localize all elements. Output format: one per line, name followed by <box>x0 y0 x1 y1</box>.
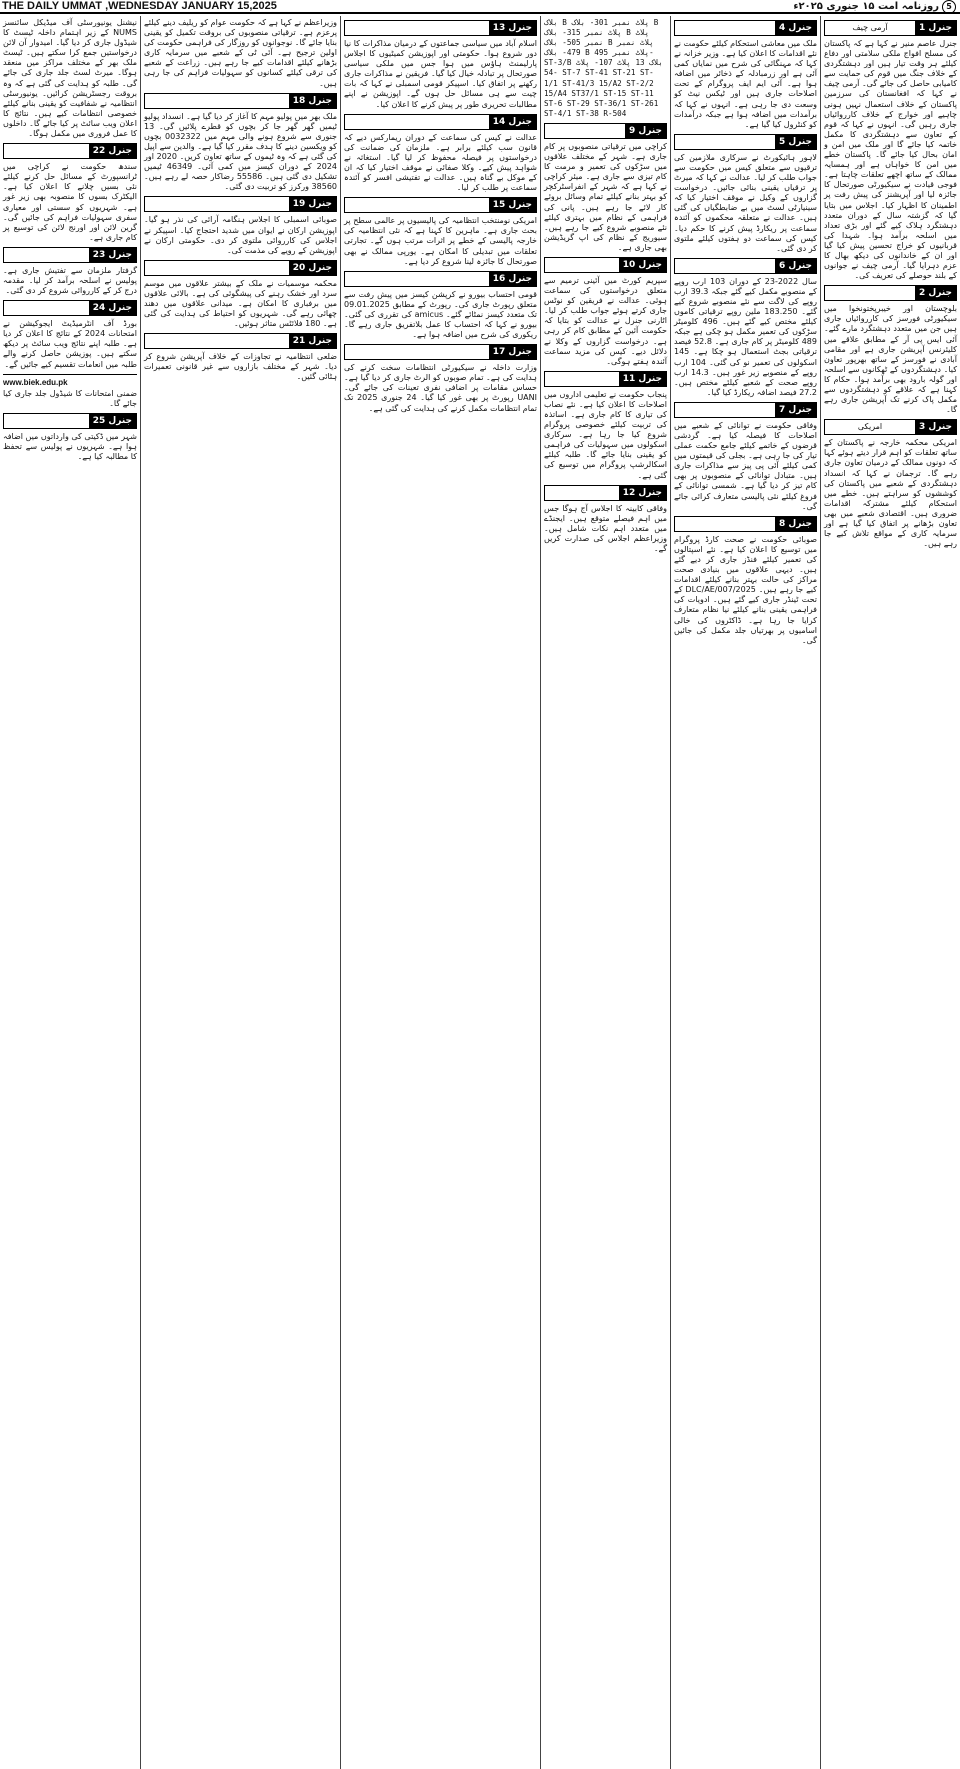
section-number-label: جنرل 25 <box>89 414 136 428</box>
news-section <box>674 402 817 512</box>
section-header <box>544 257 667 273</box>
section-subtitle <box>145 261 289 275</box>
section-subtitle <box>675 517 775 531</box>
article-body: قومی احتساب بیورو نے کرپشن کیسز میں پیش رفت سے متعلق رپورٹ جاری کی۔ رپورٹ کے مطابق 09.01.2025 تک متعدد کیسز نمٹائے گئے۔ amicus کی تقرری کی گئی۔ بیورو نے کہا کہ احتساب کا عمل بلاتفریق جاری رہے گا۔ ریکوری کی شرح میں اضافہ ہوا ہے۔ <box>344 289 538 340</box>
section-subtitle <box>545 124 625 138</box>
article-body: بلاک B پلاٹ نمبر 301- بلاک B پلاٹ نمبر 315- بلاک B پلاٹ نمبر 505- بلاک B پلاٹ نمبر 479- بلاک B پلاٹ نمبر 495- ST-3/B بلاک 13 پلاٹ 107- پلاٹ 54- ST-7 ST-41 ST-21 ST-1/1 ST-41/3 15/A2 ST-2/2 15/A4 ST37/1 ST-15 ST-11 ST-6 ST-29 ST-36/1 ST-261 ST-4/1 ST-38 R-504 <box>544 18 663 118</box>
section-header <box>544 371 667 387</box>
section-number-label: جنرل 18 <box>289 94 336 108</box>
section-number-label: جنرل 1 <box>915 21 956 35</box>
article-body: گرفتار ملزمان سے تفتیش جاری ہے۔ پولیس نے اسلحہ برآمد کر لیا۔ مقدمہ درج کر کے کارروائی شروع کر دی گئی۔ <box>3 265 137 296</box>
section-header <box>674 134 817 150</box>
section-number-label: جنرل 9 <box>625 124 666 138</box>
article-body: وزیراعظم نے کہا ہے کہ حکومت عوام کو ریلیف دینے کیلئے پرعزم ہے۔ ترقیاتی منصوبوں کی بروقت تکمیل کو یقینی بنایا جائے گا۔ نوجوانوں کو روزگار کی فراہمی حکومت کی اولین ترجیح ہے۔ آئی ٹی کے شعبے میں سرمایہ کاری بڑھانے کیلئے اقدامات کیے جا رہے ہیں۔ زراعت کے شعبے کی ترقی کیلئے کسانوں کو سہولیات فراہم کی جا رہی ہیں۔ <box>144 18 337 88</box>
section-number-label: جنرل 13 <box>489 21 536 35</box>
news-section <box>3 18 137 139</box>
section-subtitle <box>145 334 289 348</box>
section-number-label: جنرل 17 <box>489 345 536 359</box>
section-subtitle <box>675 135 775 149</box>
section-subtitle <box>4 248 89 262</box>
section-subtitle <box>145 197 289 211</box>
section-number-label: جنرل 20 <box>289 261 336 275</box>
section-header <box>824 285 957 301</box>
section-number-label: جنرل 7 <box>775 403 816 417</box>
column-2 <box>670 16 820 1769</box>
news-section <box>3 300 137 369</box>
article-body: امریکی محکمہ خارجہ نے پاکستان کے ساتھ تعلقات کو اہم قرار دیتے ہوئے کہا کہ دونوں ممالک کے درمیان تعاون جاری رہے گا۔ ترجمان نے کہا کہ انسداد دہشتگردی کے شعبے میں پاکستان کی کوششوں کو سراہتے ہیں۔ خطے میں استحکام کیلئے مشترکہ اقدامات ضروری ہیں۔ اقتصادی شعبے میں بھی تعاون بڑھانے پر اتفاق کیا گیا ہے اور سرمایہ کاری کے مواقع تلاش کیے جا رہے ہیں۔ <box>824 438 957 549</box>
news-section <box>344 20 537 110</box>
section-subtitle <box>345 21 489 35</box>
section-number-label: جنرل 16 <box>489 272 536 286</box>
article-body: سال 2022-23 کے دوران 103 ارب روپے کے منصوبے مکمل کیے گئے جبکہ 39.3 ارب روپے کی لاگت سے نئے منصوبے شروع کیے گئے۔ 183.250 ملین روپے ترقیاتی کاموں کیلئے مختص کیے گئے ہیں۔ 496 کلومیٹر سڑکوں کی تعمیر مکمل ہو چکی ہے جبکہ 489 کلومیٹر پر کام جاری ہے۔ 52.8 فیصد ترقیاتی بجٹ استعمال ہو چکا ہے۔ 145 اسکولوں کی تعمیر نو کی گئی۔ 104 ارب روپے کے منصوبے زیر غور ہیں۔ 14.3 ارب روپے صحت کے شعبے کیلئے مختص ہیں۔ 27.2 فیصد اضافہ ریکارڈ کیا گیا۔ <box>674 276 818 397</box>
masthead <box>0 0 960 14</box>
section-header <box>344 197 537 213</box>
article-body: محکمہ موسمیات نے ملک کے بیشتر علاقوں میں موسم سرد اور خشک رہنے کی پیشگوئی کی ہے۔ بالائی علاقوں میں برفباری کا امکان ہے۔ میدانی علاقوں میں دھند چھائی رہے گی۔ شہریوں کو احتیاط کی ہدایت کی گئی ہے۔ 180 فلائٹس متاثر ہوئیں۔ <box>144 278 337 329</box>
article-body: شہر میں ڈکیتی کی وارداتوں میں اضافہ ہوا ہے۔ شہریوں نے پولیس سے تحفظ کا مطالبہ کیا ہے۔ <box>3 431 137 461</box>
article-body: بورڈ آف انٹرمیڈیٹ ایجوکیشن نے امتحانات 2024 کے نتائج کا اعلان کر دیا ہے۔ طلبہ اپنے نتائج ویب سائٹ پر دیکھ سکتے ہیں۔ پوزیشن حاصل کرنے والے طلبہ میں انعامات تقسیم کیے جائیں گے۔ <box>3 319 138 369</box>
article-body: کراچی میں ترقیاتی منصوبوں پر کام جاری ہے۔ شہر کے مختلف علاقوں میں سڑکوں کی تعمیر و مرمت کا کام تیزی سے جاری ہے۔ میئر کراچی نے کہا ہے کہ شہر کے انفراسٹرکچر کو بہتر بنانے کیلئے تمام وسائل بروئے کار لائے جا رہے ہیں۔ پانی کی فراہمی کے نظام میں بہتری کیلئے نئے منصوبے شروع کیے جا رہے ہیں۔ سیوریج کے نظام کی اپ گریڈیشن بھی جاری ہے۔ <box>544 141 667 252</box>
section-subtitle <box>675 21 775 35</box>
section-header <box>3 247 137 263</box>
urdu-dateline <box>793 0 956 14</box>
news-section <box>544 18 667 119</box>
section-number-label: جنرل 21 <box>289 334 336 348</box>
section-header <box>144 260 337 276</box>
column-4 <box>340 16 540 1769</box>
section-number-label: جنرل 23 <box>89 248 136 262</box>
news-section <box>544 123 667 253</box>
section-header <box>3 413 137 429</box>
news-section <box>3 374 137 409</box>
section-header <box>824 419 957 435</box>
section-subtitle <box>675 259 775 273</box>
section-subtitle <box>145 94 289 108</box>
article-body: ضمنی امتحانات کا شیڈول جلد جاری کیا جائے گا۔ <box>3 388 137 408</box>
section-subtitle <box>345 272 489 286</box>
article-body: وفاقی حکومت نے توانائی کے شعبے میں اصلاحات کا فیصلہ کیا ہے۔ گردشی قرضوں کے خاتمے کیلئے جامع حکمت عملی تیار کی جا رہی ہے۔ بجلی کی قیمتوں میں کمی کیلئے آئی پی پیز سے مذاکرات جاری ہیں۔ متبادل توانائی کے منصوبوں پر بھی کام تیز کر دیا گیا ہے۔ شمسی توانائی کے فروغ کیلئے نئی پالیسی متعارف کرائی جائے گی۔ <box>674 420 817 511</box>
urdu-date: روزنامہ امت ۱۵ جنوری ۲۰۲۵ء <box>793 1 939 12</box>
article-body: امریکی نومنتخب انتظامیہ کی پالیسیوں پر عالمی سطح پر بحث جاری ہے۔ ماہرین کا کہنا ہے کہ نئی انتظامیہ کی خارجہ پالیسی کے خطے پر اثرات مرتب ہوں گے۔ تجارتی تعلقات میں تبدیلی کا امکان ہے۔ یورپی ممالک نے بھی صورتحال کا جائزہ لینا شروع کر دیا ہے۔ <box>344 216 537 266</box>
article-body: اسلام آباد میں سیاسی جماعتوں کے درمیان مذاکرات کا نیا دور شروع ہوا۔ حکومتی اور اپوزیشن کمیٹیوں کا اجلاس پارلیمنٹ ہاؤس میں ہوا جس میں ملکی سیاسی صورتحال پر تبادلہ خیال کیا گیا۔ فریقین نے مذاکرات جاری رکھنے پر اتفاق کیا۔ اسپیکر قومی اسمبلی نے کہا کہ بات چیت سے ہی مسائل حل ہوں گے۔ اپوزیشن نے اپنے مطالبات تحریری طور پر پیش کرنے کا اعلان کیا۔ <box>344 39 537 109</box>
news-section <box>544 371 667 481</box>
section-header <box>144 196 337 212</box>
columns-container <box>0 16 960 1769</box>
column-1 <box>820 16 960 1769</box>
news-section <box>674 134 817 254</box>
news-section <box>824 419 957 549</box>
news-section <box>344 197 537 266</box>
section-subtitle <box>545 258 619 272</box>
column-3 <box>540 16 670 1769</box>
section-number-label: جنرل 8 <box>775 517 816 531</box>
section-subtitle <box>545 372 619 386</box>
section-header <box>544 485 667 501</box>
news-section <box>824 20 957 281</box>
news-section <box>344 114 537 194</box>
article-body: سپریم کورٹ میں آئینی ترمیم سے متعلق درخواستوں کی سماعت ہوئی۔ عدالت نے فریقین کو نوٹس جاری کرتے ہوئے جواب طلب کر لیا۔ اٹارنی جنرل نے عدالت کو بتایا کہ حکومت آئین کے مطابق کام کر رہی ہے۔ درخواست گزاروں کے وکلا نے دلائل دیے۔ کیس کی مزید سماعت آئندہ ہفتے ہوگی۔ <box>544 275 667 366</box>
section-number-label: جنرل 22 <box>89 144 136 158</box>
section-number-label: جنرل 19 <box>289 197 336 211</box>
section-number-label: جنرل 14 <box>489 115 536 129</box>
section-subtitle <box>825 286 915 300</box>
section-subtitle <box>545 486 619 500</box>
news-section <box>144 196 337 255</box>
section-number-label: جنرل 2 <box>915 286 956 300</box>
section-header <box>674 20 817 36</box>
section-number-label: جنرل 5 <box>775 135 816 149</box>
news-section <box>824 285 957 415</box>
section-number-label: جنرل 4 <box>775 21 816 35</box>
article-body: عدالت نے کیس کی سماعت کے دوران ریمارکس دیے کہ قانون سب کیلئے برابر ہے۔ ملزمان کی ضمانت کی درخواستوں پر فیصلہ محفوظ کر لیا گیا۔ استغاثہ نے شواہد پیش کیے۔ وکلا صفائی نے موقف اختیار کیا کہ ان کے موکل بے گناہ ہیں۔ عدالت نے تفتیشی افسر کو آئندہ سماعت پر طلب کر لیا۔ <box>344 132 537 193</box>
section-number-label: جنرل 6 <box>775 259 816 273</box>
section-header <box>674 402 817 418</box>
column-6 <box>0 16 140 1769</box>
section-header <box>344 114 537 130</box>
page-number-badge: 5 <box>942 0 956 14</box>
article-body: وزارت داخلہ نے سیکیورٹی انتظامات سخت کرنے کی ہدایت کی ہے۔ تمام صوبوں کو الرٹ جاری کر دیا گیا ہے۔ حساس مقامات پر اضافی نفری تعینات کی جائے گی۔ UANI رپورٹ پر بھی غور کیا گیا۔ 24 جنوری 2025 تک تمام انتظامات مکمل کرنے کی ہدایت کی گئی ہے۔ <box>344 363 537 413</box>
english-title: THE DAILY UMMAT ,WEDNESDAY JANUARY 15,2025 <box>2 0 277 12</box>
article-body: سندھ حکومت نے کراچی میں ٹرانسپورٹ کے مسائل حل کرنے کیلئے نئی بسیں چلانے کا اعلان کیا ہے۔ الیکٹرک بسوں کا منصوبہ بھی زیر غور ہے۔ شہریوں کو سستی اور معیاری سفری سہولیات فراہم کی جائیں گی۔ گرین لائن اور اورنج لائن کی توسیع پر کام جاری ہے۔ <box>3 162 137 242</box>
section-header <box>674 516 817 532</box>
section-subtitle: آرمی چیف <box>852 23 888 32</box>
section-header <box>3 300 137 316</box>
article-body: ملک میں معاشی استحکام کیلئے حکومت نے نئے اقدامات کا اعلان کیا ہے۔ وزیر خزانہ نے کہا کہ مہنگائی کی شرح میں نمایاں کمی آئی ہے اور زرمبادلہ کے ذخائر میں اضافہ ہوا ہے۔ آئی ایم ایف پروگرام کے تحت اصلاحات جاری ہیں اور ٹیکس نیٹ کو وسعت دی جا رہی ہے۔ انہوں نے کہا کہ برآمدات میں اضافہ ہوا ہے جبکہ درآمدات کو کنٹرول کیا گیا ہے۔ <box>674 39 817 129</box>
news-section <box>3 247 137 296</box>
section-header <box>344 344 537 360</box>
news-section <box>3 413 137 462</box>
article-body: لاہور ہائیکورٹ نے سرکاری ملازمین کی ترقیوں سے متعلق کیس میں حکومت سے جواب طلب کر لیا۔ عدالت نے کہا کہ میرٹ پر ترقیاں یقینی بنائی جائیں۔ درخواست گزاروں کے وکیل نے موقف اختیار کیا کہ سینیارٹی لسٹ میں بے ضابطگیاں کی گئی ہیں۔ عدالت نے متعلقہ محکموں کو آئندہ سماعت پر ریکارڈ پیش کرنے کا حکم دیا۔ کیس کی سماعت دو ہفتوں کیلئے ملتوی کر دی گئی۔ <box>674 152 817 253</box>
section-subtitle <box>675 403 775 417</box>
article-body: صوبائی حکومت نے صحت کارڈ پروگرام میں توسیع کا اعلان کیا ہے۔ نئے اسپتالوں کی تعمیر کیلئے فنڈز جاری کر دیے گئے ہیں۔ دیہی علاقوں میں بنیادی صحت مراکز کی حالت بہتر بنانے کیلئے اقدامات کیے جا رہے ہیں۔ DLC/AE/007/2025 کے تحت ٹینڈر جاری کیے گئے ہیں۔ ادویات کی فراہمی یقینی بنانے کیلئے نیا نظام متعارف کرایا جا رہا ہے۔ ڈاکٹروں کی خالی اسامیوں پر بھرتیاں جلد مکمل کی جائیں گی۔ <box>674 534 817 645</box>
section-subtitle: امریکی <box>857 422 883 432</box>
news-section <box>544 257 667 367</box>
section-subtitle <box>345 198 489 212</box>
section-subtitle <box>4 414 89 428</box>
section-subtitle <box>345 345 489 359</box>
news-section <box>144 18 337 89</box>
section-number-label: جنرل 24 <box>89 301 136 315</box>
section-number-label: جنرل 10 <box>619 258 666 272</box>
section-header <box>3 143 137 159</box>
article-body: جنرل عاصم منیر نے کہا ہے کہ پاکستان کی مسلح افواج ملکی سلامتی اور دفاع کیلئے ہر وقت تیار ہیں اور دہشتگردی کے خلاف جنگ میں قوم کی حمایت سے کامیابی حاصل کی جائے گی۔ آرمی چیف نے کہا کہ افغانستان کی سرزمین پاکستان کے خلاف استعمال نہیں ہونی چاہیے اور خوارج کے خلاف کارروائیاں جاری رہیں گی۔ انہوں نے کہا کہ قوم کے تعاون سے دہشتگردی کا مکمل خاتمہ کیا جائے گا اور ملک میں امن و امان بحال کیا جائے گا۔ پاکستان خطے میں امن کا خواہاں ہے اور ہمسایہ ممالک کے ساتھ اچھے تعلقات چاہتا ہے۔ فوجی قیادت نے سیکیورٹی صورتحال کا جائزہ لیا اور آپریشنز کی پیش رفت پر اطمینان کا اظہار کیا۔ اجلاس میں بتایا گیا کہ گزشتہ سال کے دوران متعدد دہشتگرد ہلاک کیے گئے اور بڑی تعداد میں اسلحہ برآمد ہوا۔ شہدا کی قربانیوں کو خراج تحسین پیش کیا گیا اور ان کے خاندانوں کی دیکھ بھال کا عزم دہرایا گیا۔ آرمی چیف نے جوانوں کے بلند حوصلے کی تعریف کی۔ <box>824 39 957 281</box>
news-section <box>3 143 137 243</box>
article-body: پنجاب حکومت نے تعلیمی اداروں میں اصلاحات کا اعلان کیا ہے۔ نئے نصاب کی تیاری کا کام جاری ہے۔ اساتذہ کی تربیت کیلئے خصوصی پروگرام شروع کیا جا رہا ہے۔ سرکاری اسکولوں میں سہولیات کی فراہمی کو یقینی بنایا جائے گا۔ طلبہ کیلئے اسکالرشپ پروگرام میں توسیع کی گئی ہے۔ <box>544 389 667 480</box>
section-subtitle <box>4 144 89 158</box>
article-body: ضلعی انتظامیہ نے تجاوزات کے خلاف آپریشن شروع کر دیا۔ شہر کے مختلف بازاروں سے غیر قانونی تعمیرات ہٹائی گئیں۔ <box>144 352 337 382</box>
divider <box>3 374 137 375</box>
news-section <box>674 258 817 398</box>
section-subtitle <box>4 301 89 315</box>
news-section <box>144 333 337 382</box>
column-5 <box>140 16 340 1769</box>
news-section <box>344 344 537 413</box>
section-number-label: جنرل 15 <box>489 198 536 212</box>
section-subtitle <box>345 115 489 129</box>
section-header <box>144 333 337 349</box>
section-header <box>674 258 817 274</box>
news-section <box>144 93 337 193</box>
section-number-label: جنرل 11 <box>619 372 666 386</box>
article-body: وفاقی کابینہ کا اجلاس آج ہوگا جس میں اہم فیصلے متوقع ہیں۔ ایجنڈے میں متعدد اہم نکات شامل ہیں۔ وزیراعظم اجلاس کی صدارت کریں گے۔ <box>544 503 667 554</box>
article-body: ملک بھر میں پولیو مہم کا آغاز کر دیا گیا ہے۔ انسداد پولیو ٹیمیں گھر گھر جا کر بچوں کو قطرے پلائیں گی۔ 13 جنوری سے شروع ہونے والی مہم میں 0032322 بچوں کو ویکسین دینے کا ہدف مقرر کیا گیا ہے۔ والدین سے اپیل کی گئی ہے کہ وہ ٹیموں کے ساتھ تعاون کریں۔ 2020 اور 2024 کے دوران کیسز میں کمی آئی۔ 46349 ٹیمیں تشکیل دی گئی ہیں۔ 55586 رضاکار حصہ لے رہے ہیں۔ 38560 ورکرز کو تربیت دی گئی۔ <box>144 111 337 192</box>
article-body: صوبائی اسمبلی کا اجلاس ہنگامہ آرائی کی نذر ہو گیا۔ اپوزیشن ارکان نے ایوان میں شدید احتجاج کیا۔ اسپیکر نے اجلاس کی کارروائی ملتوی کر دی۔ حکومتی ارکان نے اپوزیشن کے رویے کی مذمت کی۔ <box>144 215 337 255</box>
section-number-label: جنرل 3 <box>915 420 956 434</box>
section-header <box>544 123 667 139</box>
article-body: بلوچستان اور خیبرپختونخوا میں سیکیورٹی فورسز کی کارروائیاں جاری ہیں جن میں متعدد دہشتگرد مارے گئے۔ آئی ایس پی آر کے مطابق علاقے میں کلیئرنس آپریشن جاری ہے اور مقامی آبادی نے فورسز کے ساتھ بھرپور تعاون کیا۔ دہشتگردوں کے ٹھکانوں سے اسلحہ اور گولہ بارود بھی برآمد ہوا۔ حکام کا کہنا ہے کہ علاقے کو دہشتگردوں سے مکمل پاک کرنے تک آپریشن جاری رہے گا۔ <box>824 304 957 415</box>
news-section <box>674 20 817 130</box>
section-header <box>144 93 337 109</box>
website-link[interactable]: www.biek.edu.pk <box>3 377 68 387</box>
section-number-label: جنرل 12 <box>619 486 666 500</box>
section-header <box>344 20 537 36</box>
section-header <box>824 20 957 36</box>
news-section <box>144 260 337 329</box>
news-section <box>544 485 667 554</box>
article-body: نیشنل یونیورسٹی آف میڈیکل سائنسز NUMS کے زیر اہتمام داخلہ ٹیسٹ کا شیڈول جاری کر دیا گیا۔ امیدوار آن لائن درخواستیں جمع کرا سکتے ہیں۔ ٹیسٹ ملک بھر کے مختلف مراکز میں منعقد ہوگا۔ میرٹ لسٹ جلد جاری کی جائے گی۔ طلبہ کو ہدایت کی گئی ہے کہ وہ بروقت رجسٹریشن کرائیں۔ یونیورسٹی انتظامیہ نے شفافیت کو یقینی بنانے کیلئے خصوصی انتظامات کیے ہیں۔ نتائج کا اعلان ویب سائٹ پر کیا جائے گا۔ داخلوں کا عمل فروری میں مکمل ہوگا۔ <box>3 18 137 139</box>
news-section <box>344 271 537 340</box>
section-header <box>344 271 537 287</box>
news-section <box>674 516 817 646</box>
